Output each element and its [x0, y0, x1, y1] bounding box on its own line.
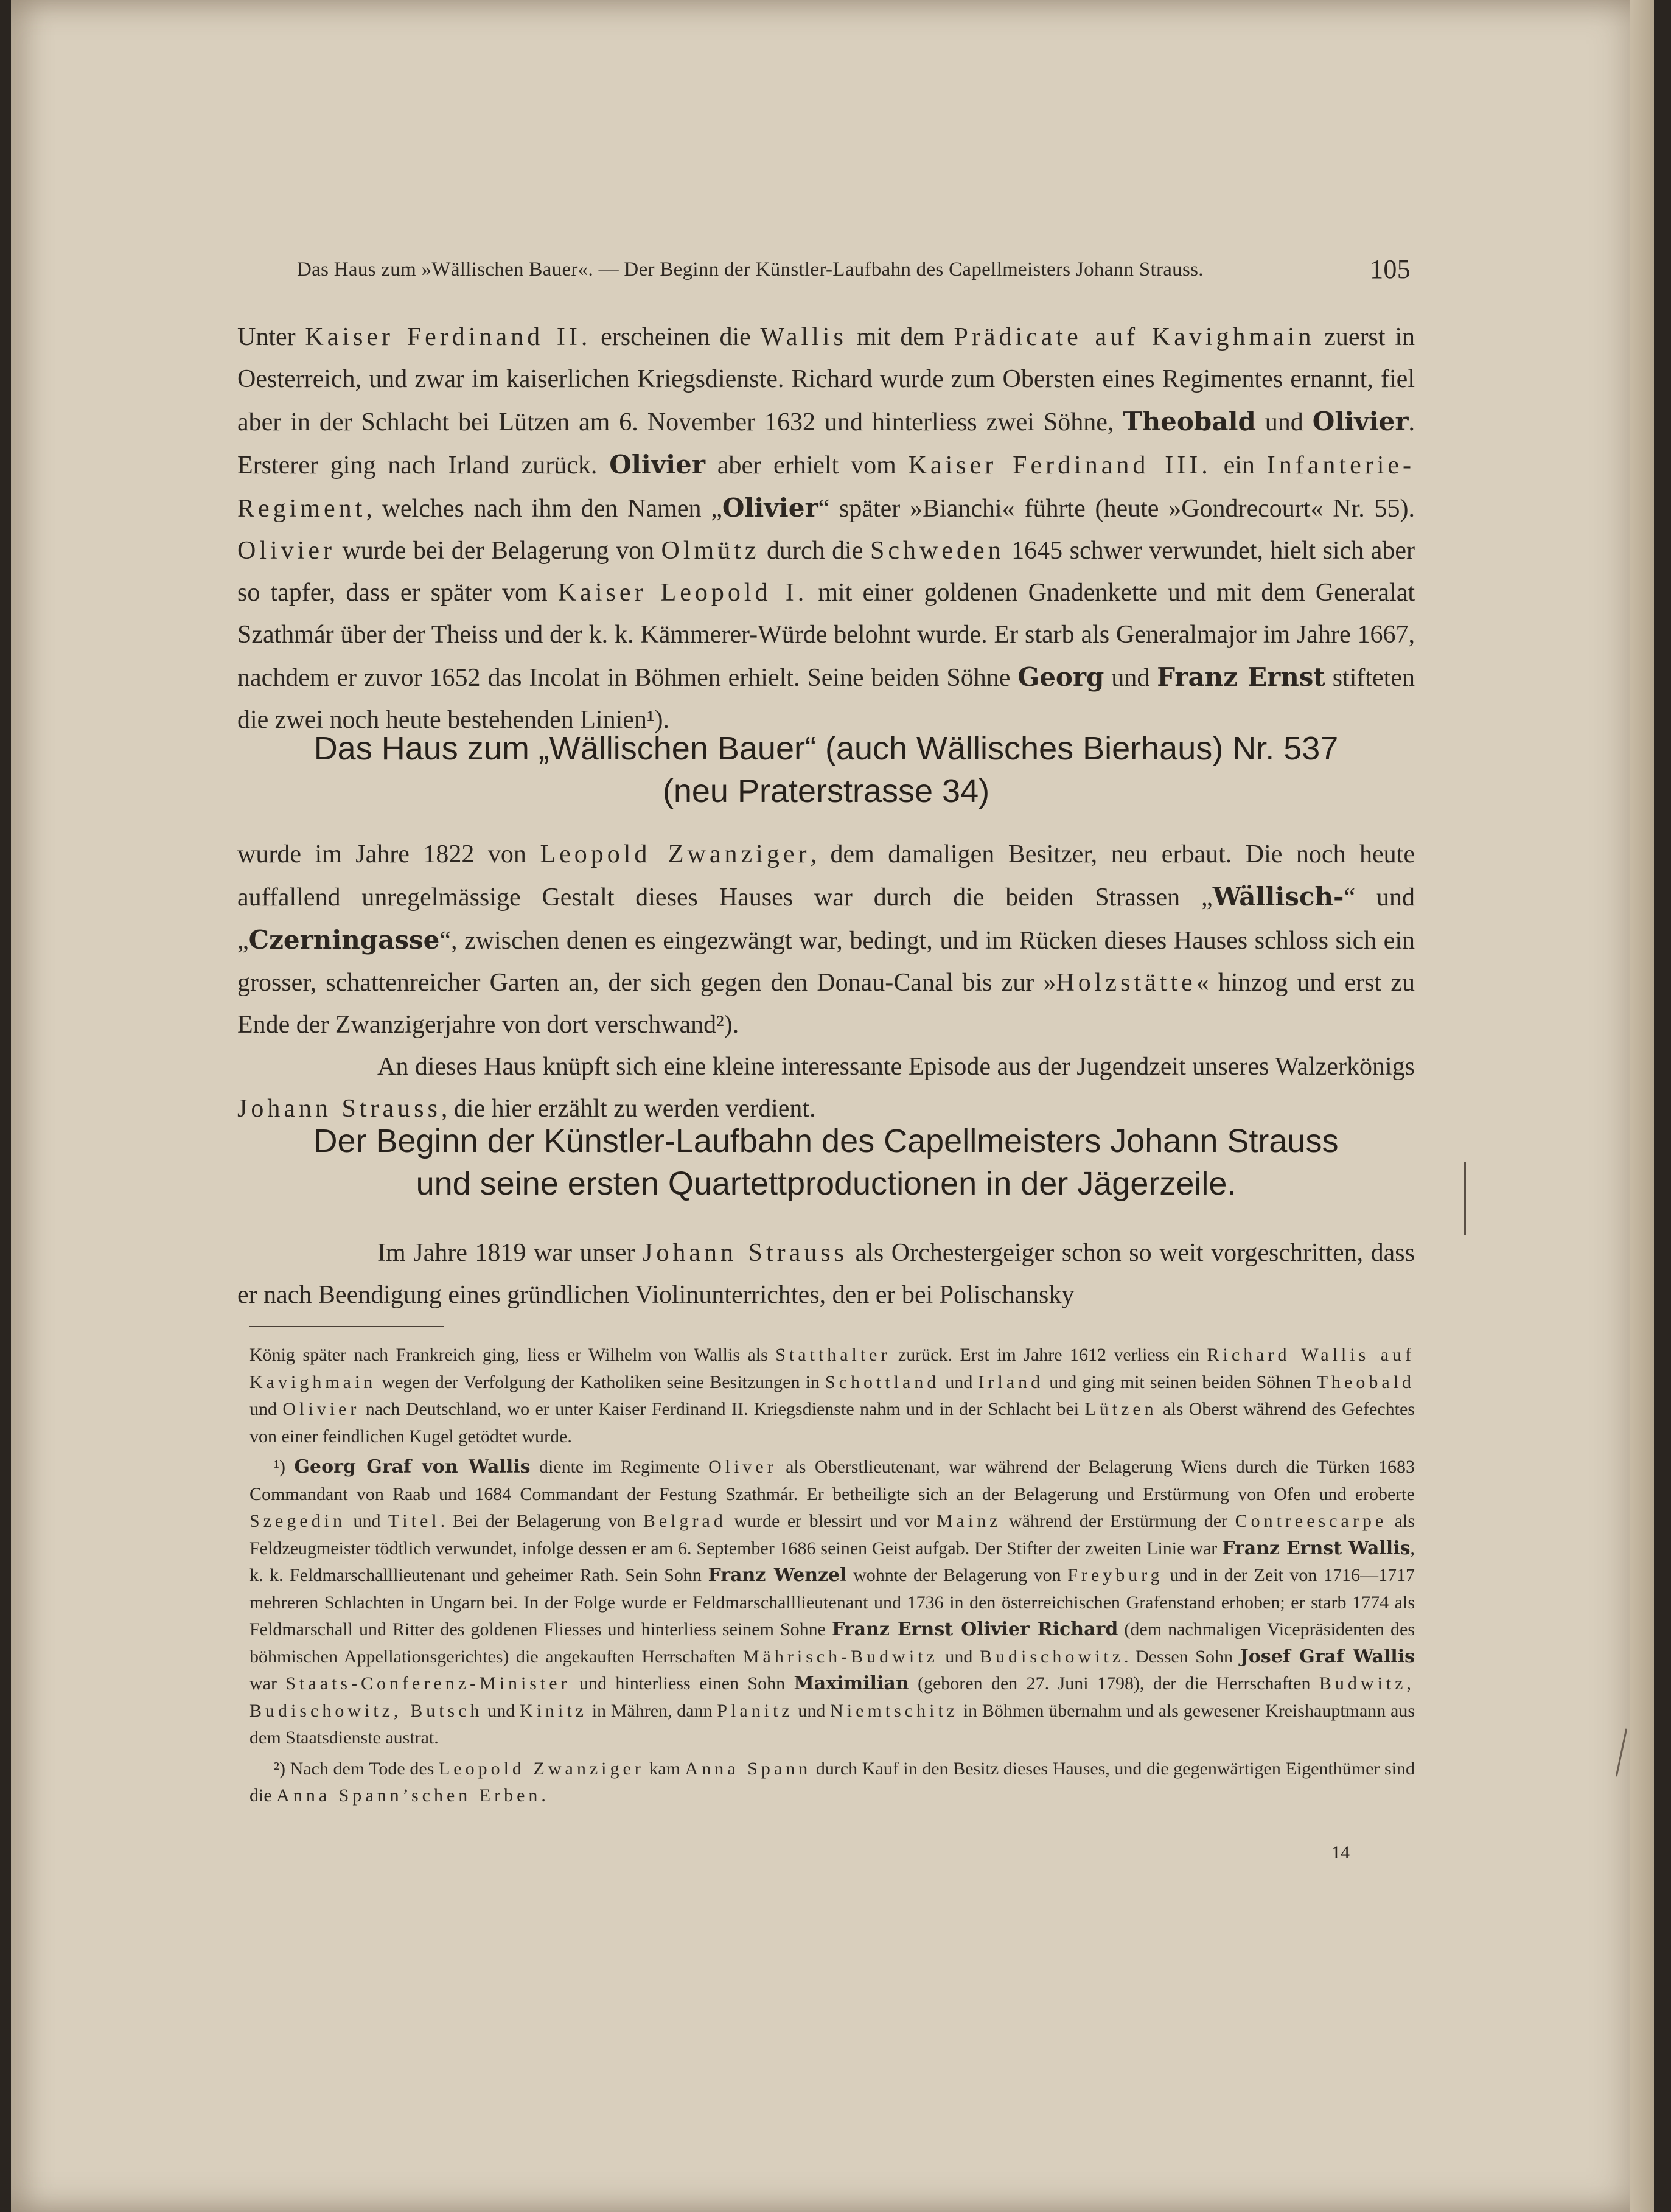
paragraph-episode: An dieses Haus knüpft sich eine kleine interessante Episode aus der Jugendzeit unseres Walzerkönigs Johann Strauss, die hier erzählt zu werden verdient.: [237, 1053, 1415, 1123]
page-edge: [1630, 0, 1654, 2212]
footnote-rule: [249, 1326, 444, 1327]
margin-mark: [1464, 1162, 1466, 1235]
footnote-continuation: König später nach Frankreich ging, liess er Wilhelm von Wallis als Statthalter zurück. Erst im Jahre 1612 verliess ein Richard Wallis auf Kavighmain wegen der Verfolgung der Katholiken seine Besitzungen in Schottland und Irland und ging mit seinen beiden Söhnen Theobald und Olivier nach Deutschland, wo er unter Kaiser Ferdinand II. Kriegsdienste nahm und in der Schlacht bei Lützen als Oberst während des Gefechtes von einer feindlichen Kugel getödtet wurde.: [249, 1345, 1415, 1446]
paragraph-wallis-history: Unter Kaiser Ferdinand II. erscheinen die Wallis mit dem Prädicate auf Kavighmain zuerst in Oesterreich, und zwar im kaiserlichen Kriegsdienste. Richard wurde zum Obersten eines Regimentes ernannt, fiel aber in der Schlacht bei Lützen am 6. November 1632 und hinterliess zwei Söhne, Theobald und Olivier. Ersterer ging nach Irland zurück. Olivier aber erhielt vom Kaiser Ferdinand III. ein Infanterie-Regiment, welches nach ihm den Namen „Olivier“ später »Bianchi« führte (heute »Gondrecourt« Nr. 55). Olivier wurde bei der Belagerung von Olmütz durch die Schweden 1645 schwer verwundet, hielt sich aber so tapfer, dass er später vom Kaiser Leopold I. mit einer goldenen Gnadenkette und mit dem Generalat Szathmár über der Theiss und der k. k. Kämmerer-Würde belohnt wurde. Er starb als Generalmajor im Jahre 1667, nachdem er zuvor 1652 das Incolat in Böhmen erhielt. Seine beiden Söhne Georg und Franz Ernst stifteten die zwei noch heute bestehenden Linien¹).: [237, 323, 1415, 734]
paragraph-haus: wurde im Jahre 1822 von Leopold Zwanziger, dem damaligen Besitzer, neu erbaut. Die noch heute auffallend unregelmässige Gestalt dieses Hauses war durch die beiden Strassen „Wällisch-“ und „Czerningasse“, zwischen denen es eingezwängt war, bedingt, und im Rücken dieses Hauses schloss sich ein grosser, schattenreicher Garten an, der sich gegen den Donau-Canal bis zur »Holzstätte« hinzog und erst zu Ende der Zwanzigerjahre von dort verschwand²). An dieses Haus knüpft sich eine kleine interessante Episode aus der Jugendzeit unseres Walzerkönigs Johann Strauss, die hier erzählt zu werden verdient.: [237, 834, 1415, 1130]
signature-mark: 14: [1331, 1843, 1350, 1863]
margin-pencil-mark: [1616, 1729, 1628, 1777]
running-title: Das Haus zum »Wällischen Bauer«. — Der Beginn der Künstler-Laufbahn des Capellmeisters Johann Strauss.: [297, 259, 1204, 281]
footnote-2: ²) Nach dem Tode des Leopold Zwanziger kam Anna Spann durch Kauf in den Besitz dieses Hauses, und die gegenwärtigen Eigenthümer sind die Anna Spann’schen Erben.: [249, 1758, 1415, 1806]
book-page: [11, 0, 1654, 2212]
section-heading-haus: [237, 727, 1415, 812]
footnote-1: ¹) Georg Graf von Wallis diente im Regimente Oliver als Oberstlieutenant, war während der Belagerung Wiens durch die Türken 1683 Commandant von Raab und 1684 Commandant der Festung Szathmár. Er betheiligte sich an der Belagerung und Erstürmung von Ofen und eroberte Szegedin und Titel. Bei der Belagerung von Belgrad wurde er blessirt und vor Mainz während der Erstürmung der Contreescarpe als Feldzeugmeister tödtlich verwundet, infolge dessen er am 6. September 1686 seinen Geist aufgab. Der Stifter der zweiten Linie war Franz Ernst Wallis, k. k. Feldmarschalllieutenant und geheimer Rath. Sein Sohn Franz Wenzel wohnte der Belagerung von Freyburg und in der Zeit von 1716—1717 mehreren Schlachten in Ungarn bei. In der Folge wurde er Feldmarschalllieutenant und 1736 in den österreichischen Grafenstand erhoben; er starb 1774 als Feldmarschall und Ritter des goldenen Fliesses und hinterliess seinem Sohne Franz Ernst Olivier Richard (dem nachmaligen Vicepräsidenten des böhmischen Appellationsgerichtes) die angekauften Herrschaften Mährisch-Budwitz und Budischowitz. Dessen Sohn Josef Graf Wallis war Staats-Conferenz-Minister und hinterliess einen Sohn Maximilian (geboren den 27. Juni 1798), der die Herrschaften Budwitz, Budischowitz, Butsch und Kinitz in Mähren, dann Planitz und Niemtschitz in Böhmen übernahm und als gewesener Kreishauptmann aus dem Staatsdienste austrat.: [249, 1456, 1415, 1748]
page-number: 105: [1370, 254, 1411, 284]
heading-line: (neu Praterstrasse 34): [662, 773, 990, 809]
heading-line: und seine ersten Quartettproductionen in der Jägerzeile.: [416, 1165, 1237, 1202]
heading-line: Der Beginn der Künstler-Laufbahn des Capellmeisters Johann Strauss: [313, 1123, 1339, 1159]
section-heading-strauss: [237, 1120, 1415, 1205]
footnotes: [249, 1342, 1415, 1810]
paragraph-strauss: Im Jahre 1819 war unser Johann Strauss als Orchestergeiger schon so weit vorgeschritten, dass er nach Beendigung eines gründlichen Violinunterrichtes, den er bei Polischansky: [237, 1239, 1415, 1309]
heading-line: Das Haus zum „Wällischen Bauer“ (auch Wällisches Bierhaus) Nr. 537: [313, 730, 1339, 767]
